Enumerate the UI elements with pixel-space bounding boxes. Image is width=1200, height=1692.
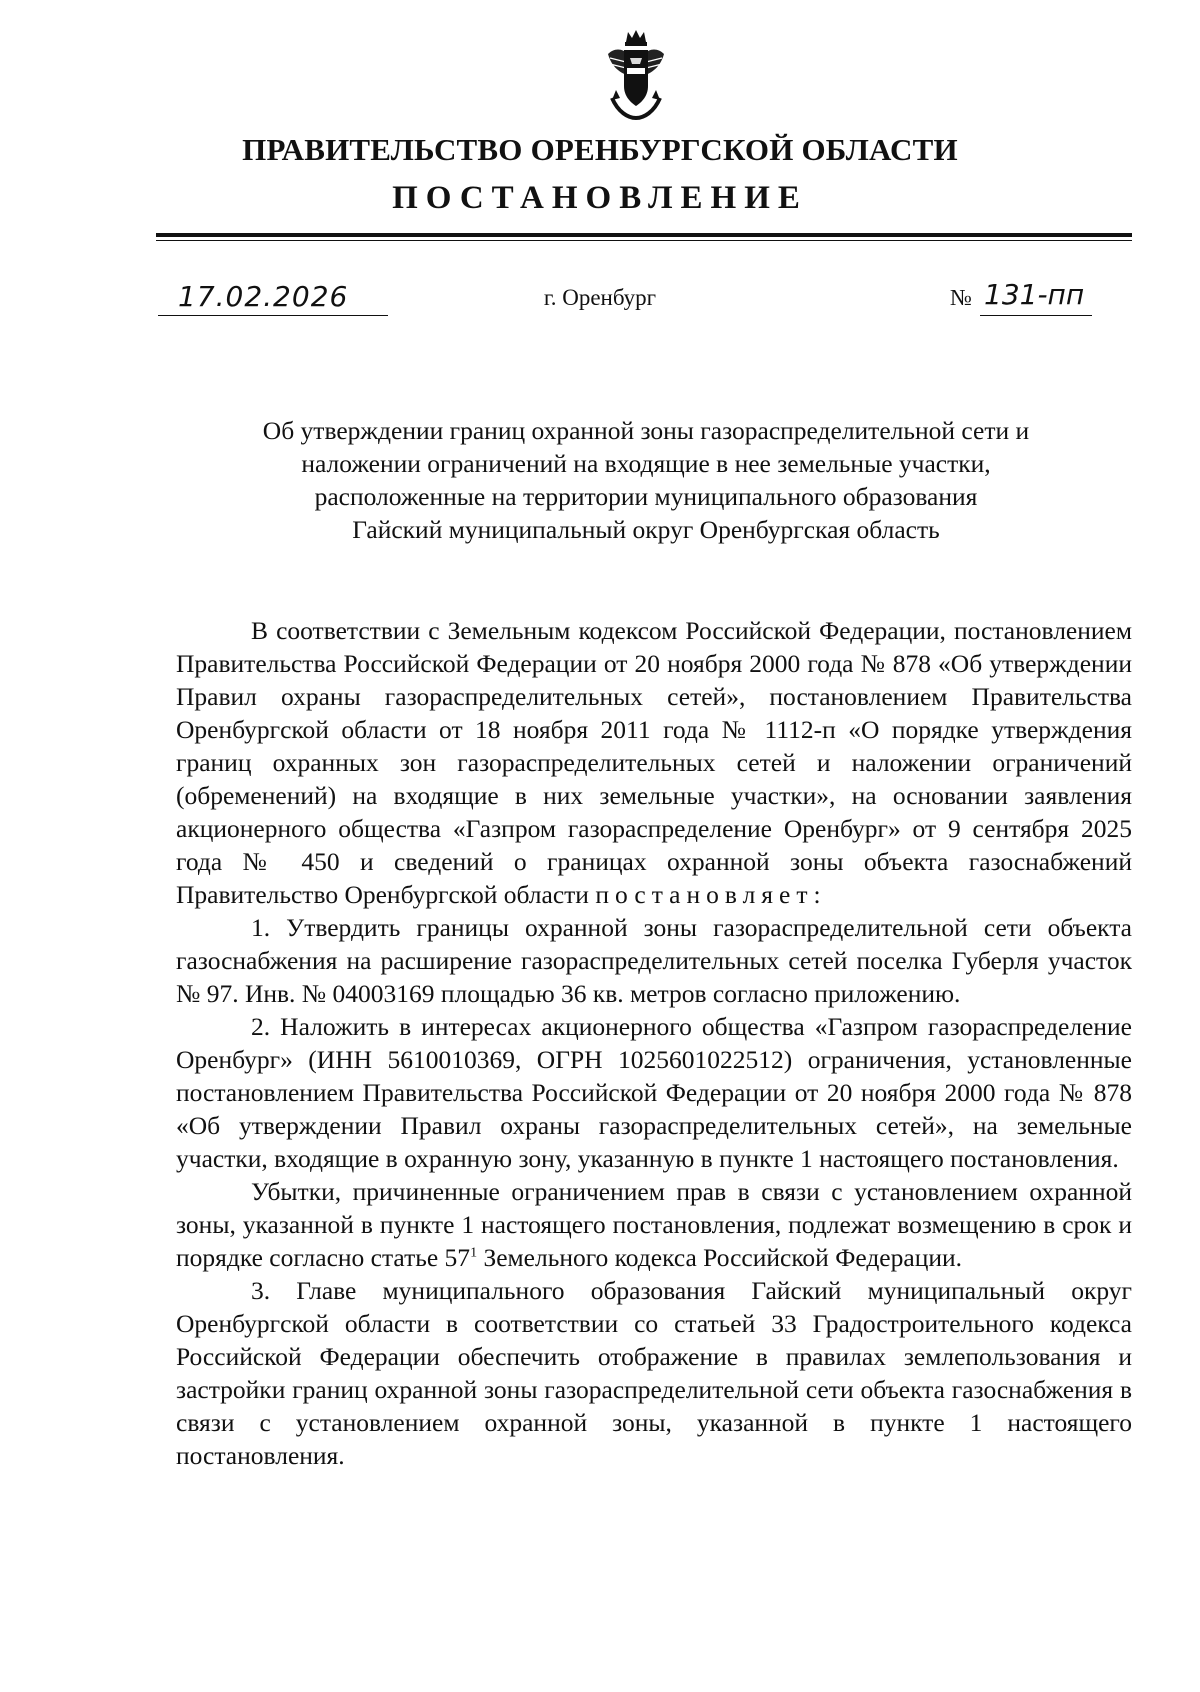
resolves-word: постановляет:: [595, 880, 827, 909]
coat-of-arms-icon: [604, 28, 668, 122]
subject-line: Гайский муниципальный округ Оренбургская область: [352, 515, 940, 544]
item-3-paragraph: 3. Главе муниципального образования Гайский муниципальный округ Оренбургской области в соответствии со статьей 33 Градостроительного кодекса Российской Федерации обеспечить отображение в правилах землепользования и застройки границ охранной зоны газораспределительной сети объекта газоснабжения в связи с установлением охранной зоны, указанной в пункте 1 настоящего постановления.: [176, 1276, 1132, 1470]
document-date: 17.02.2026: [178, 280, 349, 313]
document-city: г. Оренбург: [543, 285, 657, 310]
losses-paragraph: [176, 1175, 1132, 1274]
subject-line: наложении ограничений на входящие в нее земельные участки,: [301, 449, 991, 478]
document-type: ПОСТАНОВЛЕНИЕ: [392, 180, 808, 216]
preamble-paragraph: [176, 614, 1132, 911]
document-body: [176, 614, 1132, 1472]
item-2-paragraph: 2. Наложить в интересах акционерного общества «Газпром газораспределение Оренбург» (ИНН 5610010369, ОГРН 1025601022512) ограничения, установленные постановлением Правительства Российской Федерации от 20 ноября 2000 года № 878 «Об утверждении Правил охраны газораспределительных сетей», на земельные участки, входящие в охранную зону, указанную в пункте 1 настоящего постановления.: [176, 1012, 1132, 1173]
preamble-text: В соответствии с Земельным кодексом Российской Федерации, постановлением Правительства Российской Федерации от 20 ноября 2000 года № 878 «Об утверждении Правил охраны газораспределительных сетей», постановлением Правительства Оренбургской области от 18 ноября 2011 года № 1112-п «О порядке утверждения границ охранных зон газораспределительных сетей и наложении ограничений (обременений) на входящие в них земельные участки», на основании заявления акционерного общества «Газпром газораспределение Оренбург» от 9 сентября 2025 года № 450 и сведений о границах охранной зоны объекта газоснабжений Правительство Оренбургской области: [176, 616, 1132, 909]
document-subject: [160, 414, 1132, 546]
subject-line: расположенные на территории муниципального образования: [314, 482, 978, 511]
number-sign: №: [950, 285, 972, 310]
organization-title: ПРАВИТЕЛЬСТВО ОРЕНБУРГСКОЙ ОБЛАСТИ: [242, 132, 958, 167]
header-divider-thin: [156, 240, 1132, 241]
subject-line: Об утверждении границ охранной зоны газораспределительной сети и: [262, 416, 1030, 445]
document-number: 131-пп: [984, 278, 1085, 311]
losses-text-end: Земельного кодекса Российской Федерации.: [477, 1243, 963, 1272]
number-underline: [980, 315, 1092, 316]
header-divider: [156, 233, 1132, 237]
losses-text: Убытки, причиненные ограничением прав в связи с установлением охранной зоны, указанной в пункте 1 настоящего постановления, подлежат возмещению в срок и порядке согласно статье 57: [176, 1177, 1132, 1272]
item-1-paragraph: 1. Утвердить границы охранной зоны газораспределительной сети объекта газоснабжения на расширение газораспределительных сетей поселка Губерля участок № 97. Инв. № 04003169 площадью 36 кв. метров согласно приложению.: [176, 913, 1132, 1008]
article-superscript: 1: [470, 1245, 478, 1261]
date-underline: [158, 315, 388, 316]
